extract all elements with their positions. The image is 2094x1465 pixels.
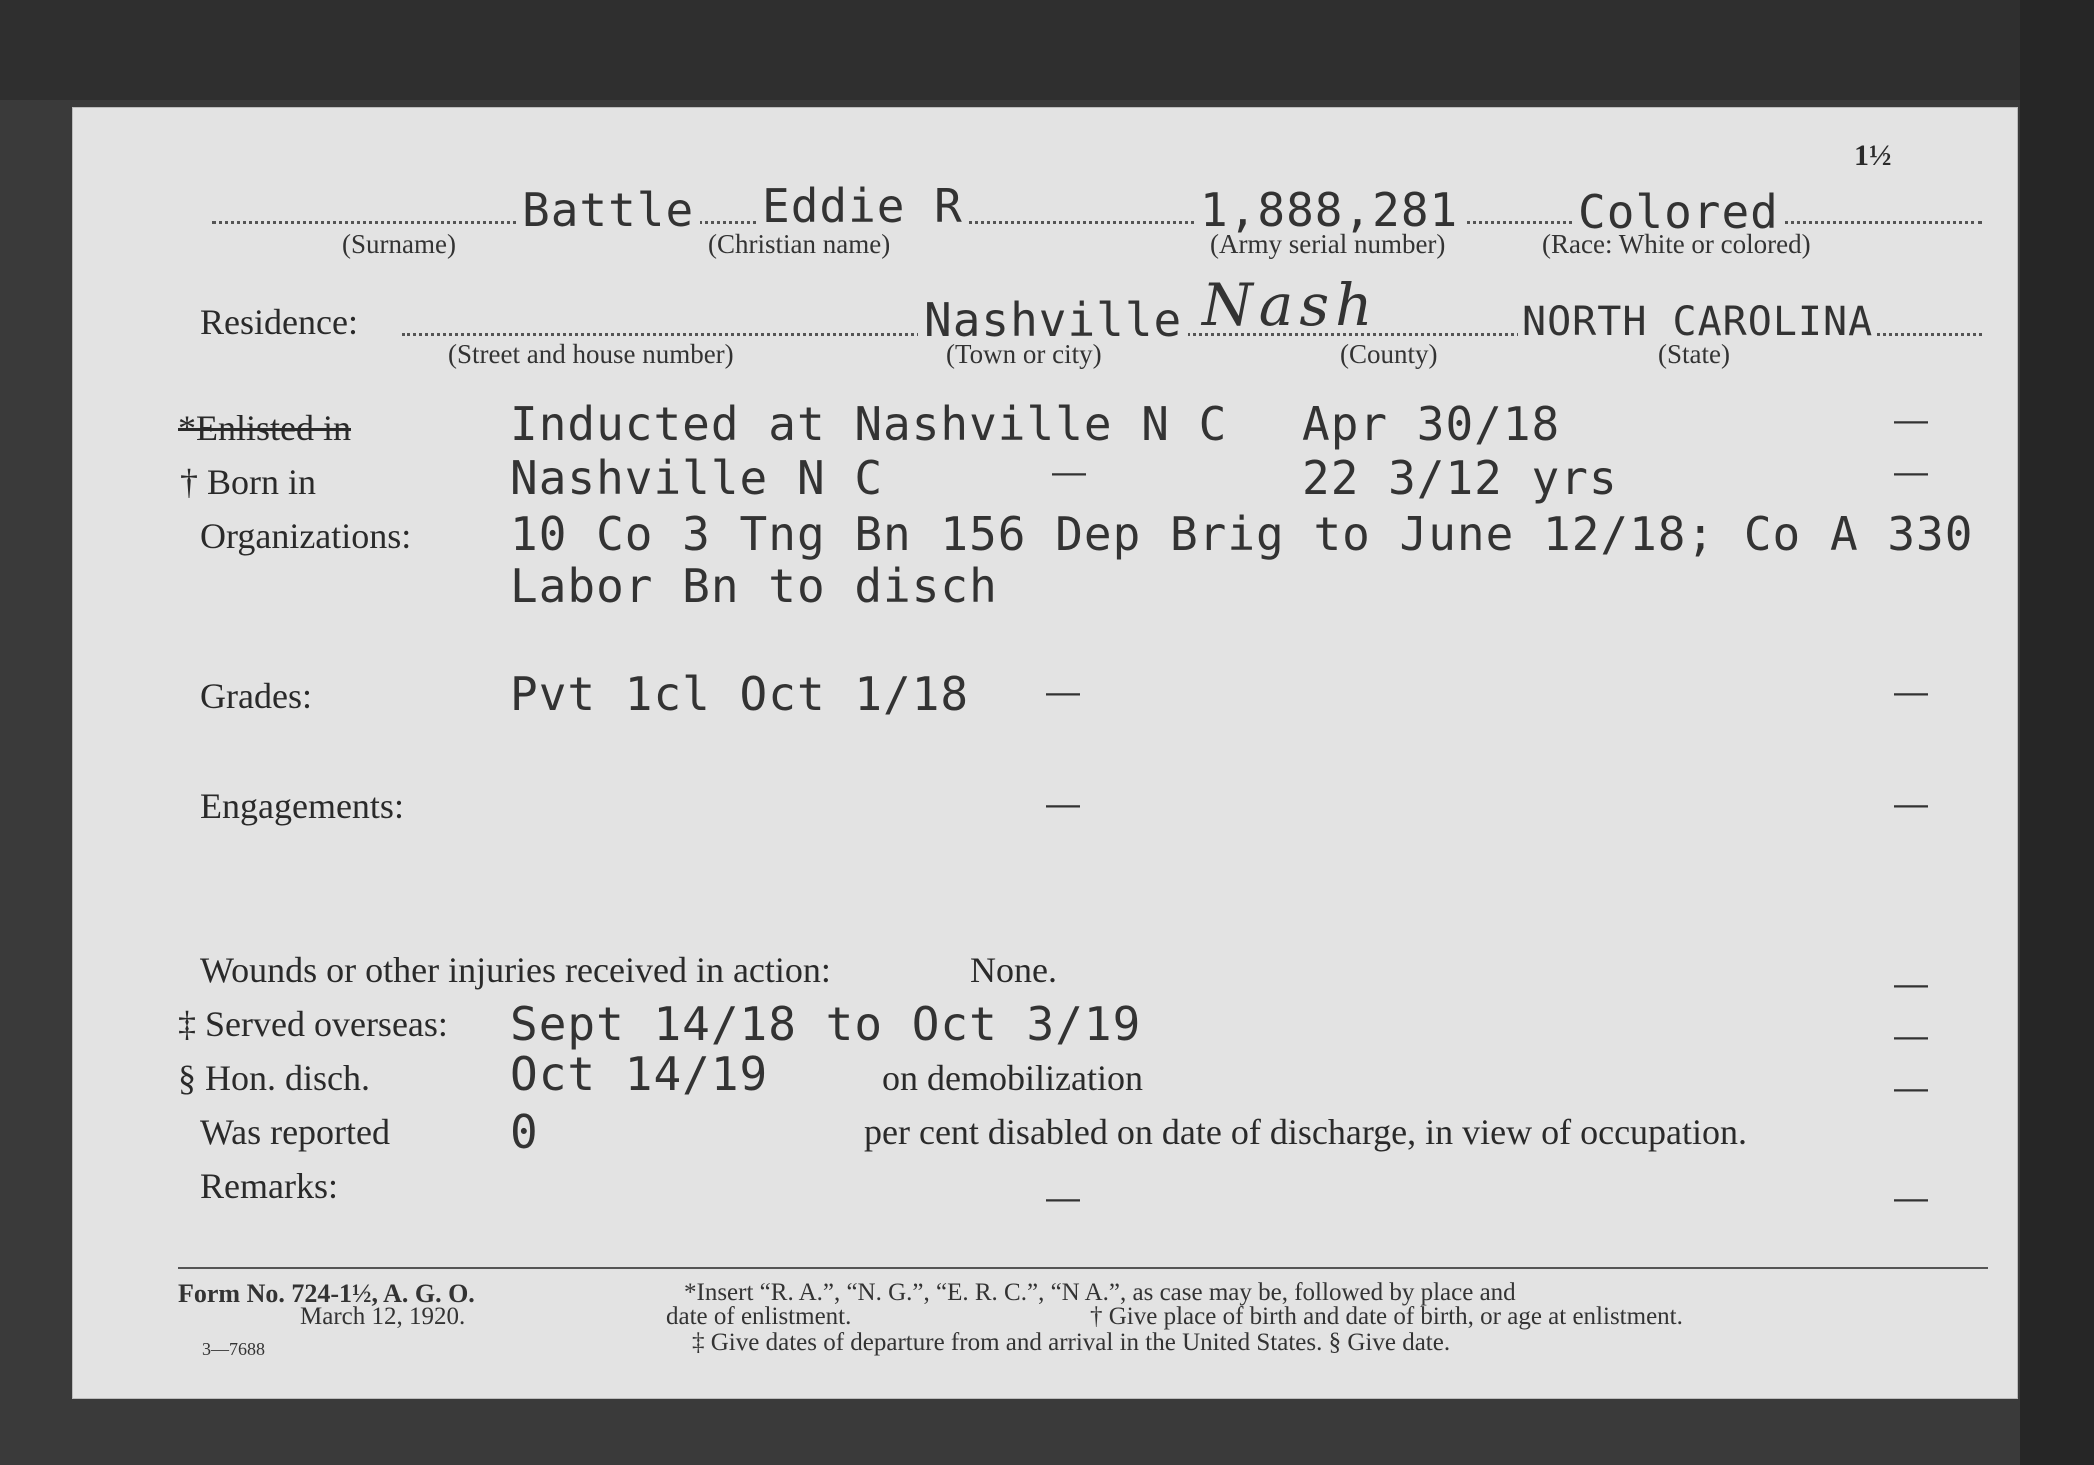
race-value: Colored bbox=[1572, 185, 1785, 239]
organizations-line-1: 10 Co 3 Tng Bn 156 Dep Brig to June 12/18; Co A 330 bbox=[510, 507, 1974, 561]
form-number: Form No. 724-1½, A. G. O. bbox=[178, 1279, 475, 1308]
hon-disch-value: Oct 14/19 bbox=[510, 1047, 769, 1101]
engagements-label: Engagements: bbox=[200, 786, 404, 826]
organizations-line-2: Labor Bn to disch bbox=[510, 559, 998, 613]
wounds-value: None. bbox=[970, 950, 1057, 990]
hon-disch-note: on demobilization bbox=[882, 1058, 1143, 1098]
footnote-birth: † Give place of birth and date of birth, or age at enlistment. bbox=[1090, 1303, 1683, 1330]
street-caption: (Street and house number) bbox=[448, 339, 734, 369]
serial-number-value: 1,888,281 bbox=[1194, 183, 1464, 237]
form-date: March 12, 1920. bbox=[300, 1303, 466, 1330]
born-value: Nashville N C bbox=[510, 451, 884, 505]
grades-label: Grades: bbox=[200, 676, 312, 716]
was-reported-label: Was reported bbox=[200, 1112, 391, 1152]
wounds-dash: — bbox=[1894, 965, 1928, 1003]
state-value: NORTH CAROLINA bbox=[1518, 299, 1877, 345]
served-overseas-label: ‡ Served overseas: bbox=[178, 1004, 448, 1044]
engagements-mid-dash: — bbox=[1046, 785, 1080, 823]
christian-name-caption: (Christian name) bbox=[708, 229, 891, 259]
county-handwritten-value: Nash bbox=[1202, 271, 1379, 339]
scan-background-top bbox=[0, 0, 2094, 100]
footer-rule bbox=[178, 1267, 1988, 1269]
organizations-label: Organizations: bbox=[200, 516, 412, 556]
enlisted-date: Apr 30/18 bbox=[1302, 397, 1561, 451]
hon-disch-label: § Hon. disch. bbox=[178, 1058, 370, 1098]
town-value: Nashville bbox=[918, 293, 1188, 347]
footnote-enlistment-cont: date of enlistment. bbox=[666, 1303, 852, 1330]
remarks-label: Remarks: bbox=[200, 1166, 338, 1206]
christian-name-value: Eddie R bbox=[756, 179, 969, 233]
enlisted-value: Inducted at Nashville N C bbox=[510, 397, 1228, 451]
surname-caption: (Surname) bbox=[342, 229, 456, 259]
remarks-dash: — bbox=[1894, 1179, 1928, 1217]
served-overseas-value: Sept 14/18 to Oct 3/19 bbox=[510, 997, 1142, 1051]
corner-mark: 1½ bbox=[1854, 139, 1892, 172]
footnote-overseas: ‡ Give dates of departure from and arrival in the United States. § Give date. bbox=[692, 1329, 1451, 1356]
enlisted-dash: — bbox=[1894, 401, 1928, 439]
wounds-label: Wounds or other injuries received in action: bbox=[200, 950, 831, 990]
county-caption: (County) bbox=[1340, 339, 1438, 369]
remarks-mid-dash: — bbox=[1046, 1179, 1080, 1217]
state-caption: (State) bbox=[1658, 339, 1730, 369]
hon-disch-dash: — bbox=[1894, 1069, 1928, 1107]
born-dash: — bbox=[1894, 453, 1928, 491]
grades-mid-dash: — bbox=[1046, 673, 1080, 711]
serial-number-caption: (Army serial number) bbox=[1210, 229, 1446, 259]
born-label: † Born in bbox=[180, 462, 317, 502]
engagements-dash: — bbox=[1894, 785, 1928, 823]
grades-dash: — bbox=[1894, 673, 1928, 711]
town-caption: (Town or city) bbox=[946, 339, 1102, 369]
race-caption: (Race: White or colored) bbox=[1542, 229, 1811, 259]
scan-background-right bbox=[2020, 0, 2094, 1465]
was-reported-value: 0 bbox=[510, 1105, 539, 1159]
grades-value: Pvt 1cl Oct 1/18 bbox=[510, 667, 970, 721]
print-code: 3—7688 bbox=[202, 1339, 265, 1359]
footnote-enlistment: *Insert “R. A.”, “N. G.”, “E. R. C.”, “N A.”, as case may be, followed by place and bbox=[684, 1279, 1516, 1306]
enlisted-label: *Enlisted in bbox=[178, 408, 351, 448]
surname-value: Battle bbox=[516, 183, 700, 237]
served-overseas-dash: — bbox=[1894, 1017, 1928, 1055]
was-reported-note: per cent disabled on date of discharge, in view of occupation. bbox=[864, 1112, 1748, 1152]
born-age: 22 3/12 yrs bbox=[1302, 451, 1618, 505]
service-record-card bbox=[72, 107, 2018, 1399]
born-mid-dash: — bbox=[1052, 453, 1086, 491]
residence-label: Residence: bbox=[200, 302, 358, 342]
